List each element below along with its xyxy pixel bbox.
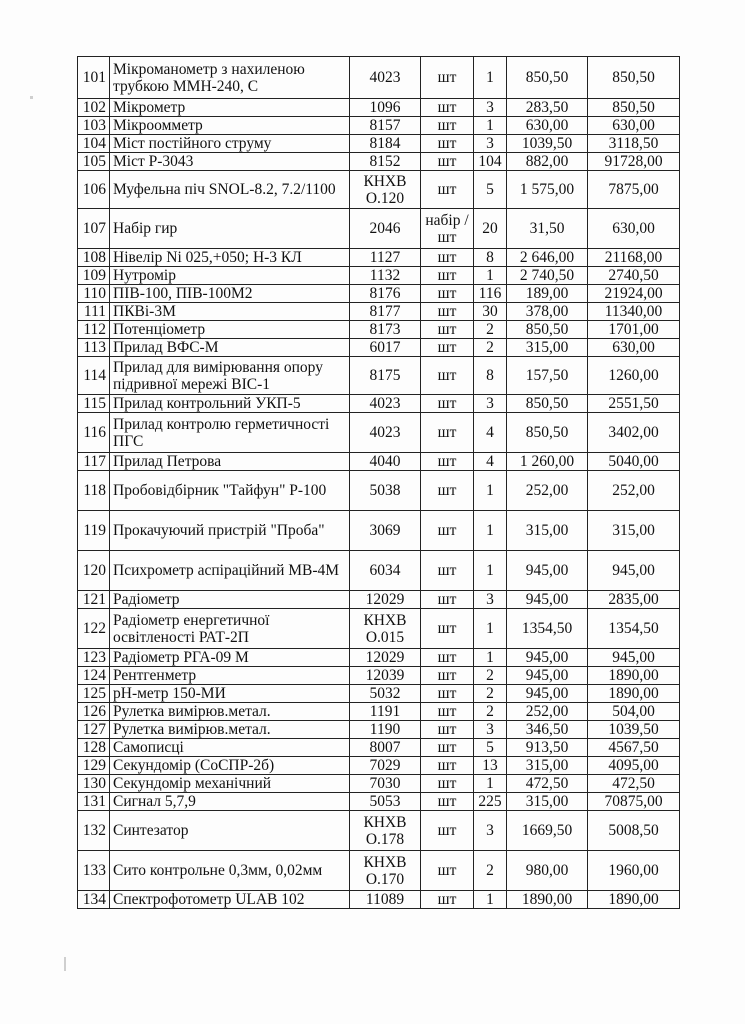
item-name: Секундомір механічний xyxy=(110,775,350,793)
item-name: Секундомір (СоСПР-2б) xyxy=(110,757,350,775)
item-quantity: 2 xyxy=(474,339,507,357)
row-number: 111 xyxy=(78,303,110,321)
item-code: 2046 xyxy=(350,209,421,249)
item-code: 8176 xyxy=(350,285,421,303)
item-price: 882,00 xyxy=(507,153,588,171)
item-code: 5032 xyxy=(350,685,421,703)
item-unit: шт xyxy=(421,395,474,413)
item-code: 8173 xyxy=(350,321,421,339)
table-row xyxy=(78,739,680,757)
table-row xyxy=(78,649,680,667)
item-code: 1132 xyxy=(350,267,421,285)
item-quantity: 1 xyxy=(474,609,507,649)
item-quantity: 30 xyxy=(474,303,507,321)
item-sum: 70875,00 xyxy=(588,793,680,811)
item-quantity: 4 xyxy=(474,453,507,471)
item-name: Потенціометр xyxy=(110,321,350,339)
row-number: 101 xyxy=(78,57,110,99)
item-price: 945,00 xyxy=(507,551,588,591)
item-code: 8152 xyxy=(350,153,421,171)
table-row xyxy=(78,153,680,171)
row-number: 112 xyxy=(78,321,110,339)
item-unit: шт xyxy=(421,339,474,357)
item-unit: шт xyxy=(421,453,474,471)
item-name: Психрометр аспіраційний МВ-4М xyxy=(110,551,350,591)
item-price: 252,00 xyxy=(507,703,588,721)
row-number: 105 xyxy=(78,153,110,171)
table-row xyxy=(78,551,680,591)
item-sum: 7875,00 xyxy=(588,171,680,209)
item-name: Рулетка вимірюв.метал. xyxy=(110,721,350,739)
item-name: Прокачуючий пристрій "Проба" xyxy=(110,511,350,551)
item-quantity: 1 xyxy=(474,57,507,99)
item-sum: 1039,50 xyxy=(588,721,680,739)
item-quantity: 8 xyxy=(474,249,507,267)
table-row xyxy=(78,757,680,775)
table-row xyxy=(78,209,680,249)
item-quantity: 1 xyxy=(474,471,507,511)
table-row xyxy=(78,703,680,721)
item-name: Прилад контролю герметичності ПГС xyxy=(110,413,350,453)
item-sum: 11340,00 xyxy=(588,303,680,321)
row-number: 128 xyxy=(78,739,110,757)
item-code: 5038 xyxy=(350,471,421,511)
item-sum: 1354,50 xyxy=(588,609,680,649)
item-name: Прилад для вимірювання опору підривної мережі ВІС-1 xyxy=(110,357,350,395)
item-unit: шт xyxy=(421,685,474,703)
row-number: 121 xyxy=(78,591,110,609)
item-price: 945,00 xyxy=(507,685,588,703)
item-unit: шт xyxy=(421,511,474,551)
item-unit: шт xyxy=(421,667,474,685)
item-quantity: 1 xyxy=(474,891,507,909)
item-sum: 850,50 xyxy=(588,57,680,99)
item-price: 913,50 xyxy=(507,739,588,757)
item-unit: шт xyxy=(421,757,474,775)
item-sum: 4567,50 xyxy=(588,739,680,757)
item-sum: 472,50 xyxy=(588,775,680,793)
item-code: 7030 xyxy=(350,775,421,793)
table-row xyxy=(78,135,680,153)
item-unit: шт xyxy=(421,775,474,793)
item-code: 11089 xyxy=(350,891,421,909)
item-sum: 2835,00 xyxy=(588,591,680,609)
table-row xyxy=(78,851,680,891)
table-row xyxy=(78,793,680,811)
item-price: 850,50 xyxy=(507,395,588,413)
row-number: 127 xyxy=(78,721,110,739)
table-row xyxy=(78,721,680,739)
table-row xyxy=(78,775,680,793)
item-code: КНХВ О.015 xyxy=(350,609,421,649)
table-row xyxy=(78,413,680,453)
item-price: 1354,50 xyxy=(507,609,588,649)
item-quantity: 8 xyxy=(474,357,507,395)
item-price: 378,00 xyxy=(507,303,588,321)
item-sum: 1890,00 xyxy=(588,667,680,685)
item-price: 1039,50 xyxy=(507,135,588,153)
item-code: 12029 xyxy=(350,591,421,609)
item-quantity: 13 xyxy=(474,757,507,775)
item-quantity: 5 xyxy=(474,739,507,757)
item-code: 8175 xyxy=(350,357,421,395)
table-row xyxy=(78,609,680,649)
item-code: 1096 xyxy=(350,99,421,117)
item-price: 315,00 xyxy=(507,793,588,811)
item-sum: 3402,00 xyxy=(588,413,680,453)
item-quantity: 1 xyxy=(474,117,507,135)
item-name: Нутромір xyxy=(110,267,350,285)
item-name: Мікрометр xyxy=(110,99,350,117)
item-sum: 2740,50 xyxy=(588,267,680,285)
item-price: 346,50 xyxy=(507,721,588,739)
item-sum: 5040,00 xyxy=(588,453,680,471)
row-number: 118 xyxy=(78,471,110,511)
item-code: 6034 xyxy=(350,551,421,591)
item-unit: шт xyxy=(421,649,474,667)
table-row xyxy=(78,267,680,285)
item-quantity: 3 xyxy=(474,395,507,413)
item-sum: 2551,50 xyxy=(588,395,680,413)
item-name: Міст Р-3043 xyxy=(110,153,350,171)
item-quantity: 3 xyxy=(474,99,507,117)
item-sum: 504,00 xyxy=(588,703,680,721)
item-price: 1890,00 xyxy=(507,891,588,909)
item-code: 12039 xyxy=(350,667,421,685)
item-code: 3069 xyxy=(350,511,421,551)
item-sum: 21168,00 xyxy=(588,249,680,267)
item-quantity: 2 xyxy=(474,851,507,891)
row-number: 122 xyxy=(78,609,110,649)
item-quantity: 104 xyxy=(474,153,507,171)
item-sum: 945,00 xyxy=(588,551,680,591)
item-price: 980,00 xyxy=(507,851,588,891)
item-code: 4023 xyxy=(350,413,421,453)
row-number: 131 xyxy=(78,793,110,811)
table-row xyxy=(78,685,680,703)
item-sum: 1260,00 xyxy=(588,357,680,395)
item-code: 7029 xyxy=(350,757,421,775)
item-price: 315,00 xyxy=(507,757,588,775)
item-code: 1191 xyxy=(350,703,421,721)
item-price: 850,50 xyxy=(507,413,588,453)
item-sum: 1701,00 xyxy=(588,321,680,339)
item-code: 12029 xyxy=(350,649,421,667)
item-unit: шт xyxy=(421,303,474,321)
item-code: КНХВ О.178 xyxy=(350,811,421,851)
item-sum: 252,00 xyxy=(588,471,680,511)
item-name: Сито контрольне 0,3мм, 0,02мм xyxy=(110,851,350,891)
item-quantity: 2 xyxy=(474,667,507,685)
item-name: Спектрофотометр ULAB 102 xyxy=(110,891,350,909)
item-sum: 91728,00 xyxy=(588,153,680,171)
item-quantity: 2 xyxy=(474,685,507,703)
item-quantity: 4 xyxy=(474,413,507,453)
item-sum: 4095,00 xyxy=(588,757,680,775)
item-unit: шт xyxy=(421,471,474,511)
item-sum: 1960,00 xyxy=(588,851,680,891)
row-number: 123 xyxy=(78,649,110,667)
item-sum: 21924,00 xyxy=(588,285,680,303)
row-number: 108 xyxy=(78,249,110,267)
row-number: 134 xyxy=(78,891,110,909)
item-name: pH-метр 150-МИ xyxy=(110,685,350,703)
item-code: 8177 xyxy=(350,303,421,321)
item-code: 4023 xyxy=(350,395,421,413)
item-price: 252,00 xyxy=(507,471,588,511)
item-quantity: 3 xyxy=(474,811,507,851)
item-quantity: 116 xyxy=(474,285,507,303)
item-quantity: 3 xyxy=(474,591,507,609)
item-code: КНХВ О.170 xyxy=(350,851,421,891)
item-quantity: 5 xyxy=(474,171,507,209)
item-unit: шт xyxy=(421,117,474,135)
item-quantity: 3 xyxy=(474,721,507,739)
item-unit: шт xyxy=(421,99,474,117)
item-unit: шт xyxy=(421,891,474,909)
item-quantity: 1 xyxy=(474,551,507,591)
item-code: 6017 xyxy=(350,339,421,357)
item-code: 4040 xyxy=(350,453,421,471)
item-price: 1 575,00 xyxy=(507,171,588,209)
table-row xyxy=(78,285,680,303)
item-price: 283,50 xyxy=(507,99,588,117)
item-unit: шт xyxy=(421,285,474,303)
scan-speck xyxy=(64,957,66,971)
scan-speck xyxy=(30,96,33,99)
item-price: 315,00 xyxy=(507,339,588,357)
item-unit: шт xyxy=(421,153,474,171)
item-code: КНХВ О.120 xyxy=(350,171,421,209)
row-number: 132 xyxy=(78,811,110,851)
item-name: Мікроомметр xyxy=(110,117,350,135)
item-name: Прилад ВФС-М xyxy=(110,339,350,357)
table-row xyxy=(78,303,680,321)
item-name: Пробовідбірник "Тайфун" Р-100 xyxy=(110,471,350,511)
item-name: Набір гир xyxy=(110,209,350,249)
item-quantity: 2 xyxy=(474,321,507,339)
item-unit: шт xyxy=(421,171,474,209)
item-code: 5053 xyxy=(350,793,421,811)
item-quantity: 1 xyxy=(474,649,507,667)
item-unit: шт xyxy=(421,135,474,153)
row-number: 120 xyxy=(78,551,110,591)
item-quantity: 3 xyxy=(474,135,507,153)
item-sum: 945,00 xyxy=(588,649,680,667)
table-row xyxy=(78,591,680,609)
item-name: Рулетка вимірюв.метал. xyxy=(110,703,350,721)
item-unit: шт xyxy=(421,249,474,267)
item-name: Самописці xyxy=(110,739,350,757)
item-code: 1127 xyxy=(350,249,421,267)
row-number: 109 xyxy=(78,267,110,285)
item-name: ПІВ-100, ПІВ-100М2 xyxy=(110,285,350,303)
item-name: Муфельна піч SNOL-8.2, 7.2/1100 xyxy=(110,171,350,209)
row-number: 103 xyxy=(78,117,110,135)
item-name: Радіометр енергетичної освітленості РАТ-2П xyxy=(110,609,350,649)
item-quantity: 2 xyxy=(474,703,507,721)
item-price: 157,50 xyxy=(507,357,588,395)
item-price: 850,50 xyxy=(507,321,588,339)
table-row xyxy=(78,99,680,117)
item-price: 630,00 xyxy=(507,117,588,135)
table-row xyxy=(78,891,680,909)
item-name: Радіометр xyxy=(110,591,350,609)
table-row xyxy=(78,249,680,267)
item-price: 315,00 xyxy=(507,511,588,551)
item-sum: 630,00 xyxy=(588,209,680,249)
item-unit: шт xyxy=(421,551,474,591)
row-number: 125 xyxy=(78,685,110,703)
table-row xyxy=(78,321,680,339)
item-name: Мікроманометр з нахиленою трубкою ММН-240, С xyxy=(110,57,350,99)
item-sum: 315,00 xyxy=(588,511,680,551)
table-row xyxy=(78,453,680,471)
item-price: 189,00 xyxy=(507,285,588,303)
item-sum: 850,50 xyxy=(588,99,680,117)
item-unit: шт xyxy=(421,721,474,739)
item-quantity: 1 xyxy=(474,511,507,551)
row-number: 115 xyxy=(78,395,110,413)
row-number: 126 xyxy=(78,703,110,721)
row-number: 129 xyxy=(78,757,110,775)
item-quantity: 225 xyxy=(474,793,507,811)
item-sum: 1890,00 xyxy=(588,685,680,703)
item-unit: набір /шт xyxy=(421,209,474,249)
item-unit: шт xyxy=(421,413,474,453)
table-row xyxy=(78,667,680,685)
row-number: 116 xyxy=(78,413,110,453)
item-unit: шт xyxy=(421,267,474,285)
item-price: 2 740,50 xyxy=(507,267,588,285)
item-unit: шт xyxy=(421,591,474,609)
row-number: 130 xyxy=(78,775,110,793)
table-row xyxy=(78,57,680,99)
item-name: Сигнал 5,7,9 xyxy=(110,793,350,811)
item-code: 8184 xyxy=(350,135,421,153)
item-price: 1 260,00 xyxy=(507,453,588,471)
item-sum: 1890,00 xyxy=(588,891,680,909)
item-unit: шт xyxy=(421,609,474,649)
item-price: 945,00 xyxy=(507,667,588,685)
table-row xyxy=(78,511,680,551)
table-row xyxy=(78,339,680,357)
table-row xyxy=(78,395,680,413)
row-number: 102 xyxy=(78,99,110,117)
item-price: 1669,50 xyxy=(507,811,588,851)
table-row xyxy=(78,171,680,209)
item-quantity: 1 xyxy=(474,267,507,285)
row-number: 113 xyxy=(78,339,110,357)
item-sum: 630,00 xyxy=(588,117,680,135)
item-unit: шт xyxy=(421,811,474,851)
item-name: Міст постійного струму xyxy=(110,135,350,153)
row-number: 133 xyxy=(78,851,110,891)
item-name: Прилад Петрова xyxy=(110,453,350,471)
item-unit: шт xyxy=(421,703,474,721)
table-row xyxy=(78,811,680,851)
item-unit: шт xyxy=(421,57,474,99)
item-unit: шт xyxy=(421,357,474,395)
item-name: Радіометр РГА-09 М xyxy=(110,649,350,667)
inventory-table xyxy=(77,56,680,909)
row-number: 104 xyxy=(78,135,110,153)
item-price: 945,00 xyxy=(507,649,588,667)
item-price: 472,50 xyxy=(507,775,588,793)
item-sum: 3118,50 xyxy=(588,135,680,153)
item-code: 8007 xyxy=(350,739,421,757)
item-unit: шт xyxy=(421,739,474,757)
inventory-table-body xyxy=(78,57,680,909)
row-number: 119 xyxy=(78,511,110,551)
item-sum: 5008,50 xyxy=(588,811,680,851)
item-code: 8157 xyxy=(350,117,421,135)
item-unit: шт xyxy=(421,851,474,891)
item-unit: шт xyxy=(421,793,474,811)
item-price: 31,50 xyxy=(507,209,588,249)
item-quantity: 1 xyxy=(474,775,507,793)
item-quantity: 20 xyxy=(474,209,507,249)
item-code: 1190 xyxy=(350,721,421,739)
row-number: 117 xyxy=(78,453,110,471)
row-number: 110 xyxy=(78,285,110,303)
item-name: Нівелір Ni 025,+050; Н-3 КЛ xyxy=(110,249,350,267)
item-name: Рентгенметр xyxy=(110,667,350,685)
item-name: Синтезатор xyxy=(110,811,350,851)
table-row xyxy=(78,117,680,135)
row-number: 106 xyxy=(78,171,110,209)
item-name: ПКВі-3М xyxy=(110,303,350,321)
row-number: 124 xyxy=(78,667,110,685)
row-number: 114 xyxy=(78,357,110,395)
item-name: Прилад контрольний УКП-5 xyxy=(110,395,350,413)
table-row xyxy=(78,357,680,395)
item-price: 850,50 xyxy=(507,57,588,99)
item-price: 945,00 xyxy=(507,591,588,609)
item-unit: шт xyxy=(421,321,474,339)
row-number: 107 xyxy=(78,209,110,249)
item-code: 4023 xyxy=(350,57,421,99)
item-sum: 630,00 xyxy=(588,339,680,357)
table-row xyxy=(78,471,680,511)
item-price: 2 646,00 xyxy=(507,249,588,267)
